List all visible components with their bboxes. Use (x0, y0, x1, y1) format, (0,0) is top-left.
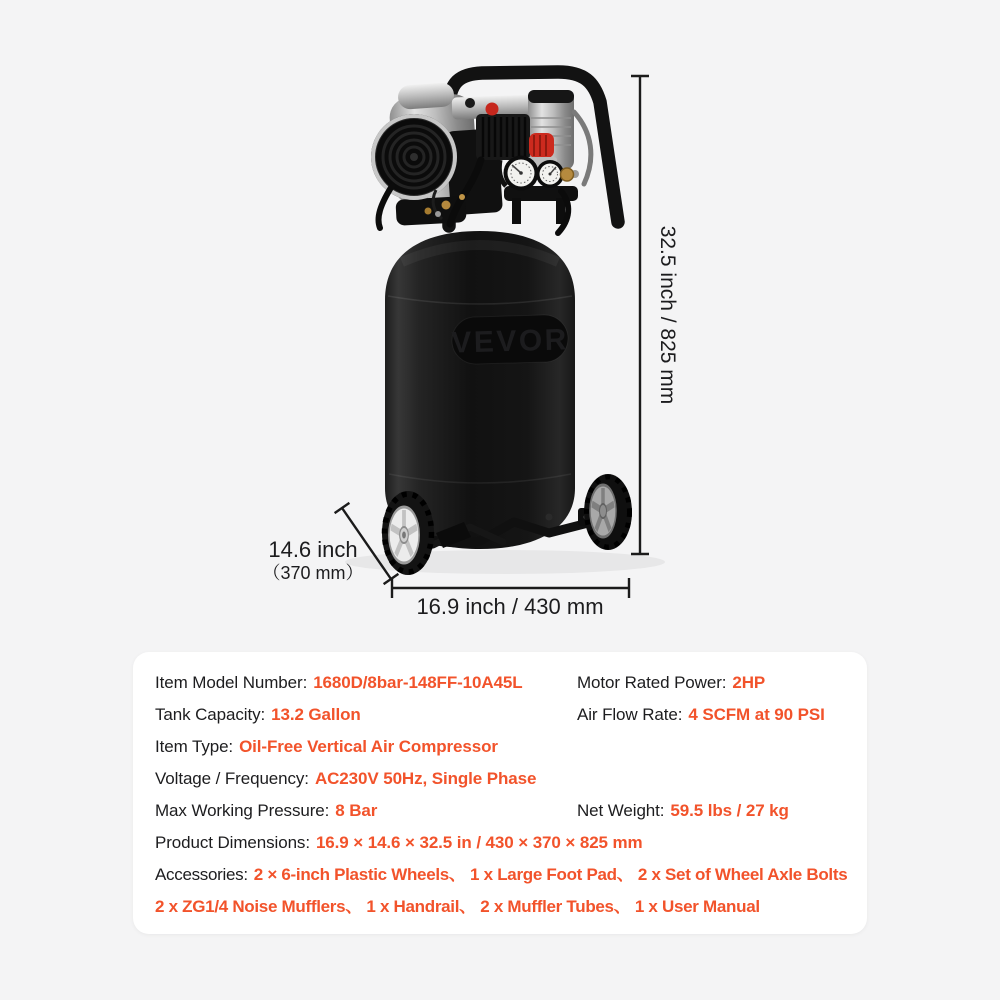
depth-dimension-label-mm: （370 mm） (262, 563, 364, 583)
wheel-right (584, 474, 632, 550)
spec-row (155, 734, 498, 760)
spec-label: Product Dimensions: (155, 833, 310, 852)
vevor-logo (451, 314, 570, 364)
width-dimension (392, 578, 629, 619)
wheel-left (382, 491, 434, 575)
spec-label: Air Flow Rate: (577, 705, 683, 724)
spec-label: Voltage / Frequency: (155, 769, 309, 788)
spec-value: 16.9 × 14.6 × 32.5 in / 430 × 370 × 825 mm (315, 833, 643, 852)
spec-value: AC230V 50Hz, Single Phase (314, 769, 537, 788)
spec-label: Item Type: (155, 737, 234, 756)
logo-text: VEVOR (450, 323, 570, 360)
spec-label: Max Working Pressure: (155, 801, 330, 820)
spec-value: Oil-Free Vertical Air Compressor (239, 737, 498, 756)
spec-row (155, 702, 361, 728)
width-dimension-label: 16.9 inch / 430 mm (416, 594, 604, 619)
spec-value: 2 × 6-inch Plastic Wheels、 1 x Large Foot Pad、 2 x Set of Wheel Axle Bolts (253, 865, 848, 884)
reset-button (486, 103, 499, 116)
height-dimension (631, 76, 679, 554)
spec-label: Tank Capacity: (155, 705, 266, 724)
spec-row (155, 798, 377, 824)
spec-value: 1680D/8bar-148FF-10A45L (313, 673, 523, 692)
spec-row (155, 670, 523, 696)
spec-value: 13.2 Gallon (271, 705, 361, 724)
spec-value: 2 x ZG1/4 Noise Mufflers、 1 x Handrail、 2 x Muffler Tubes、 1 x User Manual (155, 897, 760, 916)
spec-row (155, 894, 760, 920)
depth-dimension-label-inch: 14.6 inch (268, 537, 358, 562)
spec-row (577, 798, 789, 824)
height-dimension-label: 32.5 inch / 825 mm (656, 225, 679, 405)
spec-value: 59.5 lbs / 27 kg (670, 801, 789, 820)
depth-dimension (262, 503, 398, 584)
spec-label: Accessories: (155, 865, 248, 884)
spec-value: 4 SCFM at 90 PSI (688, 705, 825, 724)
spec-label: Net Weight: (577, 801, 665, 820)
air-outlet (561, 168, 574, 181)
spec-value: 8 Bar (335, 801, 378, 820)
spec-row (155, 766, 536, 792)
spec-value: 2HP (732, 673, 766, 692)
spec-label: Item Model Number: (155, 673, 308, 692)
spec-row (577, 670, 765, 696)
spec-row (155, 830, 643, 856)
spec-card (133, 652, 867, 934)
spec-row (155, 862, 847, 888)
spec-label: Motor Rated Power: (577, 673, 727, 692)
spec-row (577, 702, 825, 728)
